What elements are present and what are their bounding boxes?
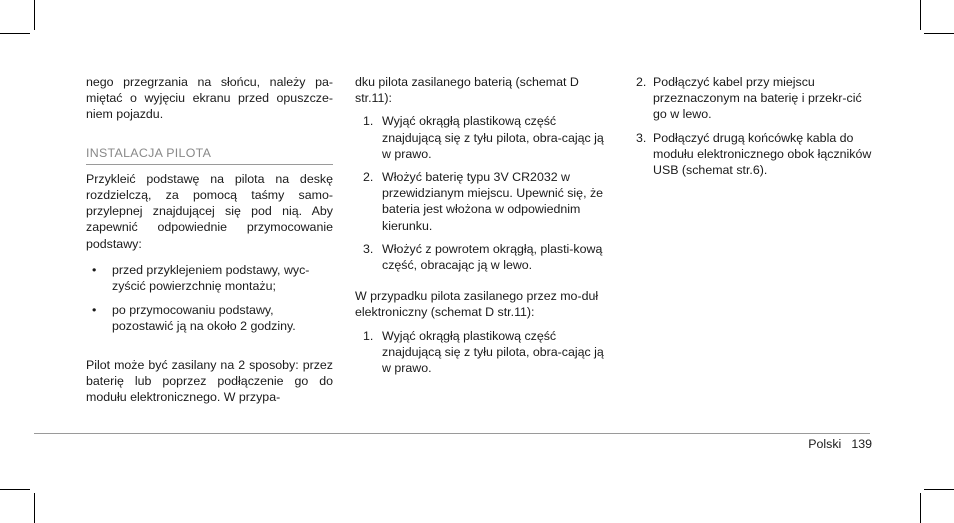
bullet-icon: • [92,262,97,277]
section-heading: INSTALACJA PILOTA [86,145,333,165]
footer-language: Polski [808,437,842,451]
list-item: • po przymocowaniu podstawy, pozostawić ją na około 2 godziny. [92,303,296,334]
crop-mark [920,0,921,30]
list-item: 2. Podłączyć kabel przy miejscu przeznaczonym na baterię i przekr-cić go w lewo. [636,75,862,122]
crop-mark [0,489,30,490]
bullet-list [86,262,333,335]
module-paragraph: W przypadku pilota zasilanego przez mo-duł elektroniczny (schemat D str.11): [355,289,599,320]
footer-rule [34,433,870,434]
power-paragraph: Pilot może być zasilany na 2 sposoby: przez baterię lub poprzez podłączenie go do modułu elektronicznego. W przypa- [86,357,333,405]
bullet-icon: • [92,303,97,318]
page-footer [798,437,872,451]
crop-mark [34,0,35,30]
crop-mark [924,489,954,490]
column-right [636,74,872,185]
list-item: • przed przyklejeniem podstawy, wyc-zyścić powierzchnię montażu; [92,262,310,294]
numbered-list [636,74,872,178]
intro-paragraph: nego przegrzania na słońcu, należy pa-miętać o wyjęciu ekranu przed opuszcze-niem pojazdu. [86,75,333,122]
numbered-list [355,113,605,273]
instruction-paragraph: Przykleić podstawę na pilota na deskę rozdzielczą, za pomocą taśmy samo-przylepnej znajdującej się pod nią. Aby zapewnić odpowiednie przymocowanie podstawy: [86,171,333,251]
list-item: 3. Podłączyć drugą końcówkę kabla do modułu elektronicznego obok łączników USB (schemat str.6). [636,130,872,178]
list-item: 2. Włożyć baterię typu 3V CR2032 w przewidzianym miejscu. Upewnić się, że bateria jest włożona w odpowiednim kierunku. [363,170,604,233]
page-number: 139 [851,437,872,451]
crop-mark [0,33,30,34]
crop-mark [34,493,35,523]
numbered-list [355,328,605,377]
list-item: 1. Wyjąć okrągłą plastikową część znajdującą się z tyłu pilota, obra-cając ją w prawo. [363,328,604,376]
list-item: 1. Wyjąć okrągłą plastikową część znajdującą się z tyłu pilota, obra-cając ją w prawo. [363,114,604,161]
intro-paragraph: dku pilota zasilanego baterią (schemat D str.11): [355,75,579,106]
crop-mark [924,33,954,34]
column-left [86,74,333,405]
list-item: 3. Włożyć z powrotem okrągłą, plasti-kową część, obracając ją w lewo. [363,241,603,273]
column-middle [355,74,605,383]
crop-mark [920,493,921,523]
